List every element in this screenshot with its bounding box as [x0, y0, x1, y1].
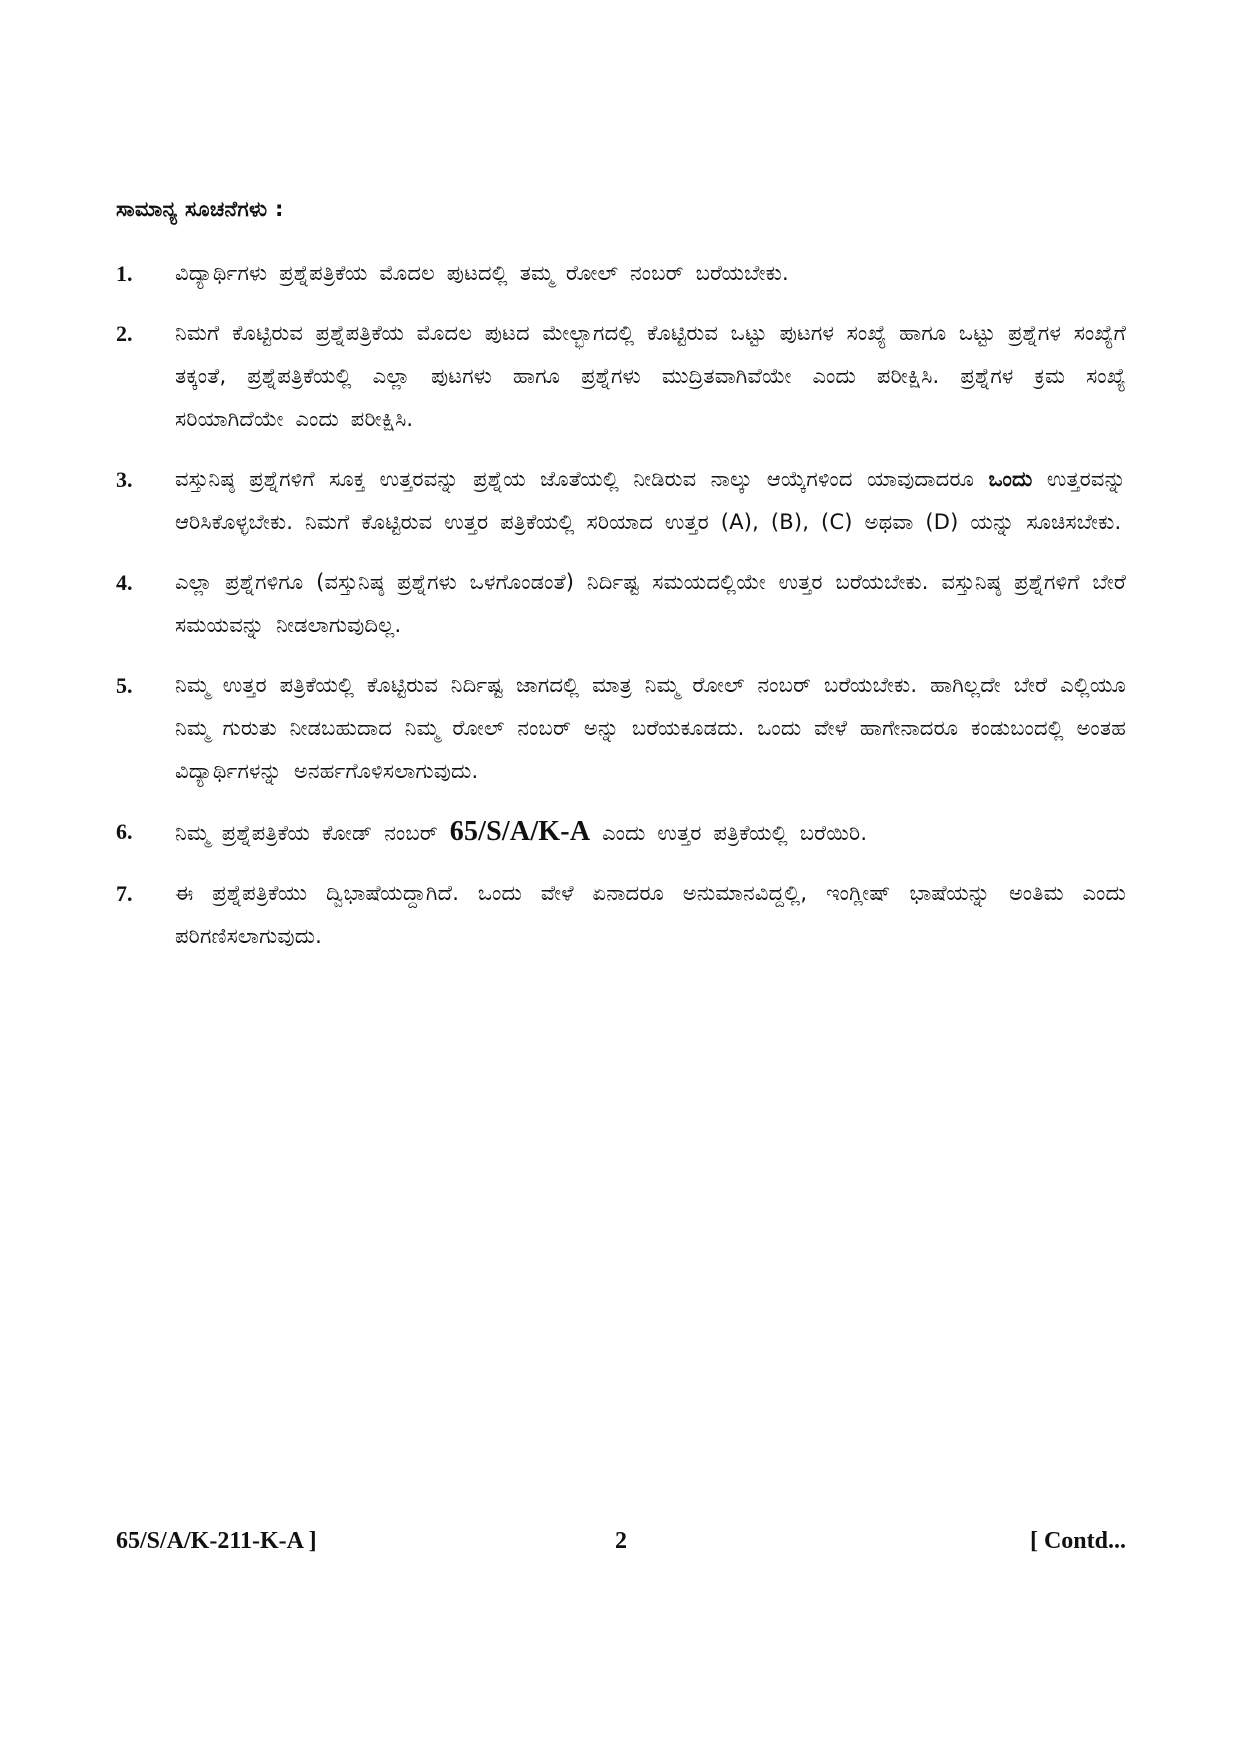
- instruction-item-2: [116, 312, 1126, 441]
- instruction-text: ವಿದ್ಯಾರ್ಥಿಗಳು ಪ್ರಶ್ನೆಪತ್ರಿಕೆಯ ಮೊದಲ ಪುಟದಲ್ಲಿ ತಮ್ಮ ರೋಲ್ ನಂಬರ್ ಬರೆಯಬೇಕು.: [175, 261, 789, 285]
- instruction-item-4: [116, 561, 1126, 647]
- instruction-text-end: ಉತ್ತರವನ್ನು ಆರಿಸಿಕೊಳ್ಳಬೇಕು. ನಿಮಗೆ ಕೊಟ್ಟಿರುವ ಉತ್ತರ ಪತ್ರಿಕೆಯಲ್ಲಿ ಸರಿಯಾದ ಉತ್ತರ (A), (B), (C) ಅಥವಾ (D) ಯನ್ನು ಸೂಚಿಸಬೇಕು.: [175, 467, 1126, 534]
- instruction-number: 1.: [116, 261, 133, 286]
- instruction-number: 2.: [116, 321, 133, 346]
- continued-label: [ Contd...: [1029, 1528, 1126, 1554]
- instruction-item-3: [116, 458, 1126, 544]
- instruction-text: ಎಲ್ಲಾ ಪ್ರಶ್ನೆಗಳಿಗೂ (ವಸ್ತುನಿಷ್ಠ ಪ್ರಶ್ನೆಗಳು ಒಳಗೊಂಡಂತೆ) ನಿರ್ದಿಷ್ಟ ಸಮಯದಲ್ಲಿಯೇ ಉತ್ತರ ಬರೆಯಬೇಕು. ವಸ್ತುನಿಷ್ಠ ಪ್ರಶ್ನೆಗಳಿಗೆ ಬೇರೆ ಸಮಯವನ್ನು ನೀಡಲಾಗುವುದಿಲ್ಲ.: [175, 570, 1126, 637]
- page-footer: [116, 1528, 1126, 1568]
- instruction-number: 6.: [116, 819, 133, 844]
- instructions-list: [116, 252, 1126, 975]
- page-number: 2: [615, 1528, 627, 1554]
- instruction-text-start: ನಿಮ್ಮ ಪ್ರಶ್ನೆಪತ್ರಿಕೆಯ ಕೋಡ್ ನಂಬರ್: [175, 821, 450, 845]
- instruction-text: [175, 458, 1126, 544]
- instruction-number: 4.: [116, 570, 133, 595]
- instruction-text-end: ಎಂದು ಉತ್ತರ ಪತ್ರಿಕೆಯಲ್ಲಿ ಬರೆಯಿರಿ.: [590, 821, 868, 845]
- instruction-text: ನಿಮಗೆ ಕೊಟ್ಟಿರುವ ಪ್ರಶ್ನೆಪತ್ರಿಕೆಯ ಮೊದಲ ಪುಟದ ಮೇಲ್ಭಾಗದಲ್ಲಿ ಕೊಟ್ಟಿರುವ ಒಟ್ಟು ಪುಟಗಳ ಸಂಖ್ಯೆ ಹಾಗೂ ಒಟ್ಟು ಪ್ರಶ್ನೆಗಳ ಸಂಖ್ಯೆಗೆ ತಕ್ಕಂತೆ, ಪ್ರಶ್ನೆಪತ್ರಿಕೆಯಲ್ಲಿ ಎಲ್ಲಾ ಪುಟಗಳು ಹಾಗೂ ಪ್ರಶ್ನೆಗಳು ಮುದ್ರಿತವಾಗಿವೆಯೇ ಎಂದು ಪರೀಕ್ಷಿಸಿ. ಪ್ರಶ್ನೆಗಳ ಕ್ರಮ ಸಂಖ್ಯೆ ಸರಿಯಾಗಿದೆಯೇ ಎಂದು ಪರೀಕ್ಷಿಸಿ.: [175, 321, 1126, 431]
- question-paper-code: 65/S/A/K-A: [449, 816, 591, 847]
- instruction-text: ನಿಮ್ಮ ಉತ್ತರ ಪತ್ರಿಕೆಯಲ್ಲಿ ಕೊಟ್ಟಿರುವ ನಿರ್ದಿಷ್ಟ ಜಾಗದಲ್ಲಿ ಮಾತ್ರ ನಿಮ್ಮ ರೋಲ್ ನಂಬರ್ ಬರೆಯಬೇಕು. ಹಾಗಿಲ್ಲದೇ ಬೇರೆ ಎಲ್ಲಿಯೂ ನಿಮ್ಮ ಗುರುತು ನೀಡಬಹುದಾದ ನಿಮ್ಮ ರೋಲ್ ನಂಬರ್ ಅನ್ನು ಬರೆಯಕೂಡದು. ಒಂದು ವೇಳೆ ಹಾಗೇನಾದರೂ ಕಂಡುಬಂದಲ್ಲಿ ಅಂತಹ ವಿದ್ಯಾರ್ಥಿಗಳನ್ನು ಅನರ್ಹಗೊಳಿಸಲಾಗುವುದು.: [175, 673, 1126, 783]
- instruction-number: 7.: [116, 881, 133, 906]
- instruction-item-1: [116, 252, 1126, 295]
- instruction-text-start: ವಸ್ತುನಿಷ್ಠ ಪ್ರಶ್ನೆಗಳಿಗೆ ಸೂಕ್ತ ಉತ್ತರವನ್ನು ಪ್ರಶ್ನೆಯ ಜೊತೆಯಲ್ಲಿ ನೀಡಿರುವ ನಾಲ್ಕು ಆಯ್ಕೆಗಳಿಂದ ಯಾವುದಾದರೂ: [175, 467, 989, 491]
- instruction-item-5: [116, 664, 1126, 793]
- instruction-number: 5.: [116, 673, 133, 698]
- instruction-item-6: [116, 810, 1126, 855]
- instruction-item-7: [116, 872, 1126, 958]
- footer-paper-code: 65/S/A/K-211-K-A ]: [116, 1528, 317, 1554]
- page-title: ಸಾಮಾನ್ಯ ಸೂಚನೆಗಳು :: [116, 197, 284, 221]
- instruction-text: [175, 810, 1126, 855]
- instruction-number: 3.: [116, 467, 133, 492]
- emphasis-one: ಒಂದು: [988, 467, 1033, 491]
- instruction-text: ಈ ಪ್ರಶ್ನೆಪತ್ರಿಕೆಯು ದ್ವಿಭಾಷೆಯದ್ದಾಗಿದೆ. ಒಂದು ವೇಳೆ ಏನಾದರೂ ಅನುಮಾನವಿದ್ದಲ್ಲಿ, ಇಂಗ್ಲೀಷ್ ಭಾಷೆಯನ್ನು ಅಂತಿಮ ಎಂದು ಪರಿಗಣಿಸಲಾಗುವುದು.: [175, 881, 1126, 948]
